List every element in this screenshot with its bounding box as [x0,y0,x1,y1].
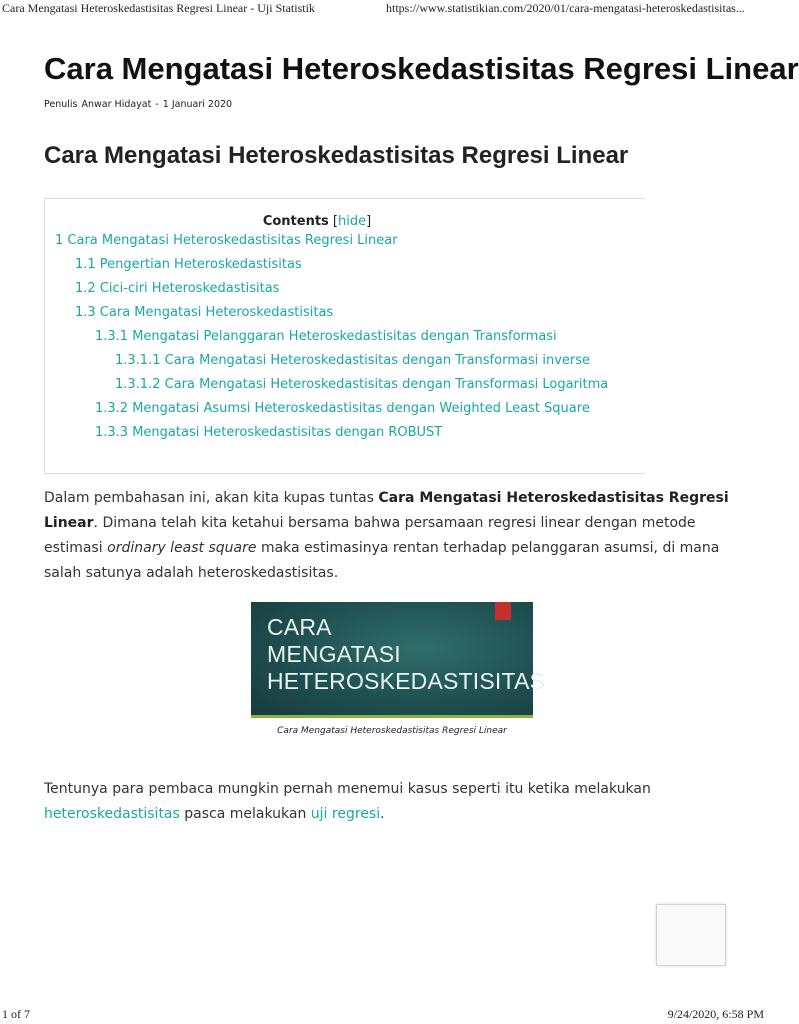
toc-bracket-close: ] [366,214,372,229]
intro-line-3 [44,536,720,561]
toc-title: Contents [262,214,329,229]
author-name[interactable]: Anwar Hidayat [81,99,152,110]
meta-separator: - [155,99,159,110]
post-date: 1 Januari 2020 [162,99,233,110]
toc-item[interactable]: 1.3.2 Mengatasi Asumsi Heteroskedastisitas dengan Weighted Least Square [95,401,590,416]
article-meta [44,99,588,110]
uji-regresi-link[interactable]: uji regresi [310,806,381,822]
intro-italic-phrase: ordinary least square [107,540,257,556]
toc-item[interactable]: 1.2 Cici-ciri Heteroskedastisitas [75,281,280,296]
figure-caption: Cara Mengatasi Heteroskedastisitas Regresi Linear [277,726,507,736]
toc-item[interactable]: 1.1 Pengertian Heteroskedastisitas [75,257,302,272]
toc-item[interactable]: 1.3.3 Mengatasi Heteroskedastisitas dengan ROBUST [95,425,443,440]
print-page-number: 1 of 7 [2,1007,30,1021]
intro-text: maka estimasinya rentan terhadap pelanggaran asumsi, di mana [256,540,720,556]
toc-item[interactable]: 1.3 Cara Mengatasi Heteroskedastisitas [75,305,334,320]
toc-item[interactable]: 1.3.1.2 Cara Mengatasi Heteroskedastisitas dengan Transformasi Logaritma [115,377,609,392]
second-paragraph [44,777,651,827]
intro-text: . Dimana telah kita ketahui bersama bahwa persamaan regresi linear dengan metode [93,515,696,531]
toc-item[interactable]: 1.3.1.1 Cara Mengatasi Heteroskedastisitas dengan Transformasi inverse [115,353,591,368]
section-heading: Cara Mengatasi Heteroskedastisitas Regresi Linear [44,142,629,169]
article-figure [251,602,546,736]
intro-line-2 [44,511,696,536]
banner-text [267,614,545,695]
heteroskedastisitas-link[interactable]: heteroskedastisitas [44,806,180,822]
author-label: Penulis [44,99,78,110]
print-footer [0,1006,768,1024]
print-page-title: Cara Mengatasi Heteroskedastisitas Regresi Linear - Uji Statistik [2,1,315,15]
banner-image [251,602,546,718]
banner-line: CARA [267,614,332,640]
toc-hide-link[interactable]: hide [338,214,367,229]
para2-line-1: Tentunya para pembaca mungkin pernah menemui kasus seperti itu ketika melakukan [44,781,651,797]
print-url: https://www.statistikian.com/2020/01/cara-mengatasi-heteroskedastisitas... [386,1,745,15]
intro-text: Dalam pembahasan ini, akan kita kupas tuntas [44,490,379,506]
table-of-contents [44,198,645,474]
banner-line: HETEROSKEDASTISITAS [267,668,546,694]
toc-item[interactable]: 1.3.1 Mengatasi Pelanggaran Heteroskedastisitas dengan Transformasi [95,329,557,344]
green-bar-decoration [251,715,533,718]
para2-text: pasca melakukan [179,806,311,822]
intro-line-4: salah satunya adalah heteroskedastisitas. [44,565,339,581]
toc-item[interactable]: 1 Cara Mengatasi Heteroskedastisitas Regresi Linear [55,233,398,248]
intro-bold-phrase: Cara Mengatasi Heteroskedastisitas Regresi [378,490,729,506]
toc-bracket-open: [ [332,214,338,229]
intro-line-1 [44,486,729,511]
para2-text: . [380,806,385,822]
article-title: Cara Mengatasi Heteroskedastisitas Regresi Linear [44,51,799,86]
toc-header [45,199,589,229]
article-viewport [44,40,799,840]
recaptcha-badge[interactable] [656,904,726,966]
intro-bold-word: Linear [44,515,94,531]
para2-line-2 [44,802,588,827]
intro-text: estimasi [44,540,108,556]
print-datetime: 9/24/2020, 6:58 PM [667,1007,764,1021]
print-header [0,0,768,18]
banner-line: MENGATASI [267,641,401,667]
toc-list [45,229,645,445]
intro-paragraph [44,486,729,586]
